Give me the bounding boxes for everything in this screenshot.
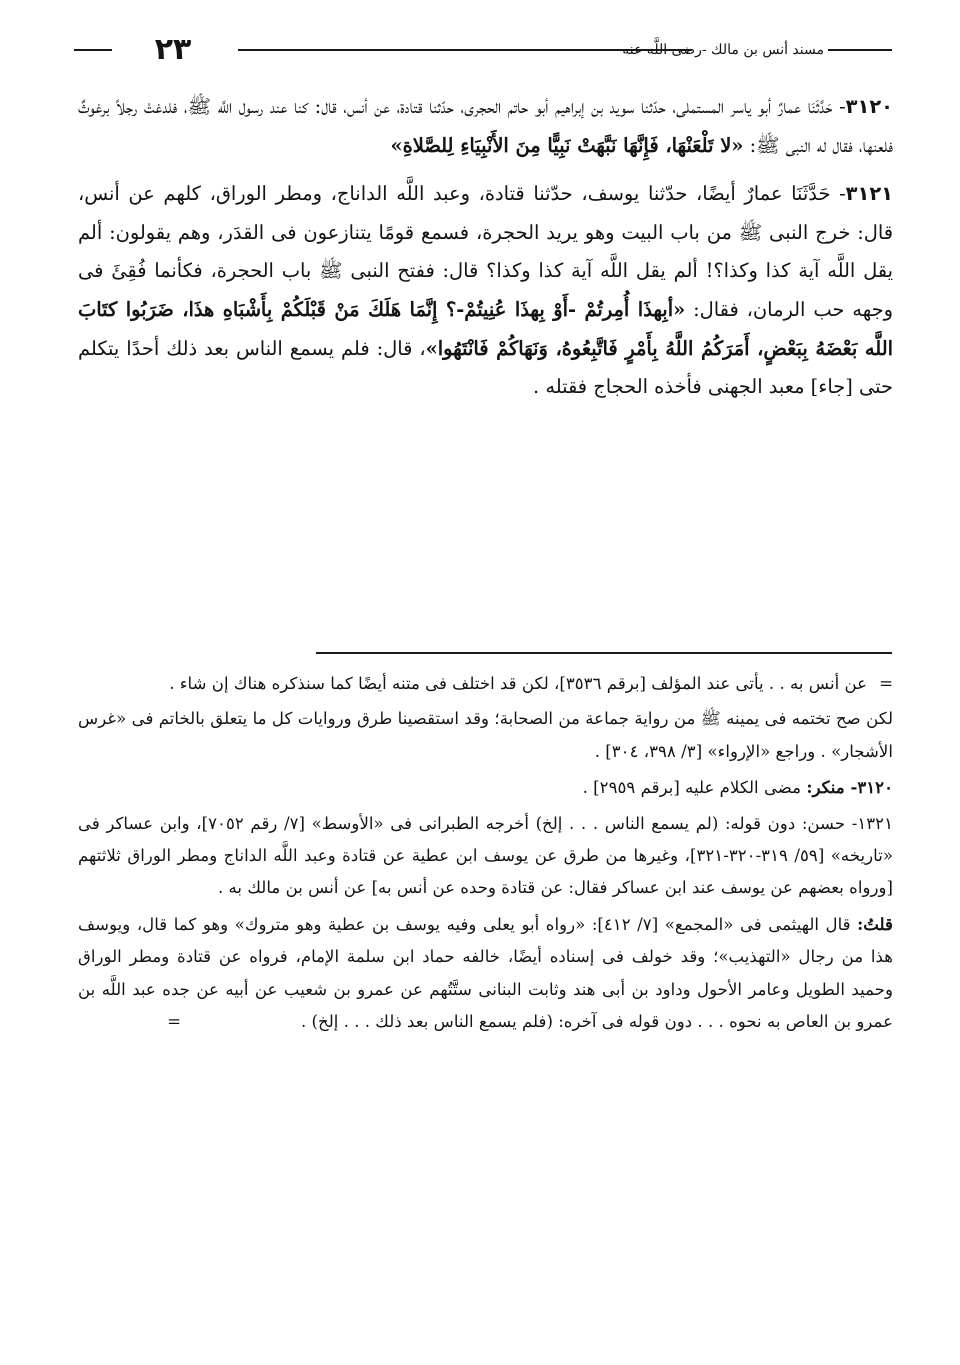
continuation-mark: = (879, 674, 893, 693)
footnote-text: مضى الكلام عليه [برقم ٢٩٥٩] . (582, 778, 807, 798)
footnote-text: ١٣٢١- حسن: دون قوله: (لم يسمع الناس . . . إلخ) أخرجه الطبرانى فى «الأوسط» [٧/ رقم ٧٠٥٢]، وابن عساكر فى «تاريخه» [٥٩/ ٣١٩-٣٢٠-٣٢١]، وغيرها من طرق عن يوسف ابن عطية عن قتادة وعبد اللَّه الداناج ومطر الوراق ثلاثتهم [ورواه بعضهم عن يوسف عند ابن عساكر فقال: عن قتادة وحده عن أنس به] عن أنس بن مالك به . (78, 813, 894, 898)
footnote-text: عن أنس به . . يأتى عند المؤلف [برقم ٣٥٣٦]، لكن قد اختلف فى متنه أيضًا كما سنذكره هناك إن شاء . (169, 674, 867, 693)
footnote-separator (316, 652, 892, 654)
footnote-label: ٣١٢٠- منكر: (806, 777, 893, 798)
footnotes (78, 668, 893, 1041)
footnote-text: لكن صح تختمه فى يمينه ﷺ من رواية جماعة من الصحابة؛ وقد استقصينا طرق وروايات كل ما يتعلق بالخاتم فى «غرس الأشجار» . وراجع «الإرواء» [٣/ ٣٩٨، ٣٠٤] . (78, 709, 893, 761)
footnote (78, 808, 893, 905)
footnote (78, 668, 893, 700)
hadith-text: - حَدَّثَنَا عمارٌ أيضًا، حدّثنا يوسف، حدّثنا قتادة، وعبد اللَّه الداناج، ومطر الوراق، كلهم عن أنس، قال: خرج النبى ﷺ من باب البيت وهو يريد الحجرة، فسمع قومًا يتنازعون فى القدَر، وهم يقولون: ألم يقل اللَّه آية كذا وكذا؟! ألم يقل اللَّه آية كذا وكذا؟ قال: ففتح النبى ﷺ باب الحجرة، فكأنما فُقِئَ فى وجهه حب الرمان، فقال: (78, 182, 893, 321)
footnote (78, 771, 893, 804)
hadith-3120 (78, 88, 893, 165)
continuation-mark-end: = (167, 1012, 181, 1032)
page-header (70, 30, 892, 70)
hadith-number: ٣١٢١ (845, 182, 893, 206)
hadith-text-end: ، قال: فلم يسمع الناس بعد ذلك أحدًا يتكلم حتى [جاء] معبد الجهنى فأخذه الحجاج فقتله . (78, 336, 893, 399)
footnote-text: قال الهيثمى فى «المجمع» [٧/ ٤١٢]: «رواه أبو يعلى وفيه يوسف بن عطية وهو متروك» وهو كما قال، ويوسف هذا من رجال «التهذيب»؛ وقد خولف فى إسناده أيضًا، خالفه حماد ابن سلمة الإمام، فرواه عن قتادة ومطر الوراق وحميد الطويل وعامر الأحول وداود بن أبى هند وثابت البنانى ستَّتُهم عن عمرو بن شعيب عن أبيه عن جده عبد اللَّه بن عمرو بن العاص به نحوه . . . دون قوله فى آخره: (فلم يسمع الناس بعد ذلك . . . إلخ) . (78, 914, 893, 1032)
footnote-label: قلتُ: (857, 913, 893, 934)
main-text (78, 88, 893, 417)
footnote (78, 703, 893, 768)
hadith-3121 (78, 175, 893, 407)
header-rule-left (74, 49, 112, 51)
header-rule-right (828, 49, 892, 51)
footnote (78, 908, 893, 1039)
page-number: ٢٣ (154, 32, 192, 67)
hadith-number: ٣١٢٠ (845, 95, 893, 118)
hadith-quote: «لا تَلْعَنْهَا، فَإِنَّهَا نَبَّهَتْ نَبِيًّا مِنَ الأَنْبِيَاءِ لِلصَّلاةِ» (390, 133, 744, 157)
hadith-text: - حَدَّثَنَا عمارٌ أبو ياسر المستملى، حدّثنا سويد بن إبراهيم أبو حاتم الحجرى، حدّثنا قتادة، عن أنس، قال: كنا عند رسول اللَّه ﷺ، فلدغتْ رجلاً برغوثٌ فلعنها، فقال له النبى ﷺ: (78, 95, 893, 157)
hadith-quote: «أبِهذَا أُمِرتُمْ -أَوْ بِهذَا عُنِيتُمْ-؟ إِنَّمَا هَلَكَ مَنْ قَبْلَكُمْ بِأَشْبَاهِ هذَا، ضَرَبُوا كتَابَ اللَّه بَعْضَهُ بِبَعْضٍ، أَمَرَكُمُ اللَّهُ بِأَمْرٍ فَاتَّبِعُوهُ، وَنَهَاكُمْ فَانْتَهُوا» (78, 297, 894, 360)
running-title: مسند أنس بن مالك -رضى اللَّه عنه- (617, 42, 824, 58)
